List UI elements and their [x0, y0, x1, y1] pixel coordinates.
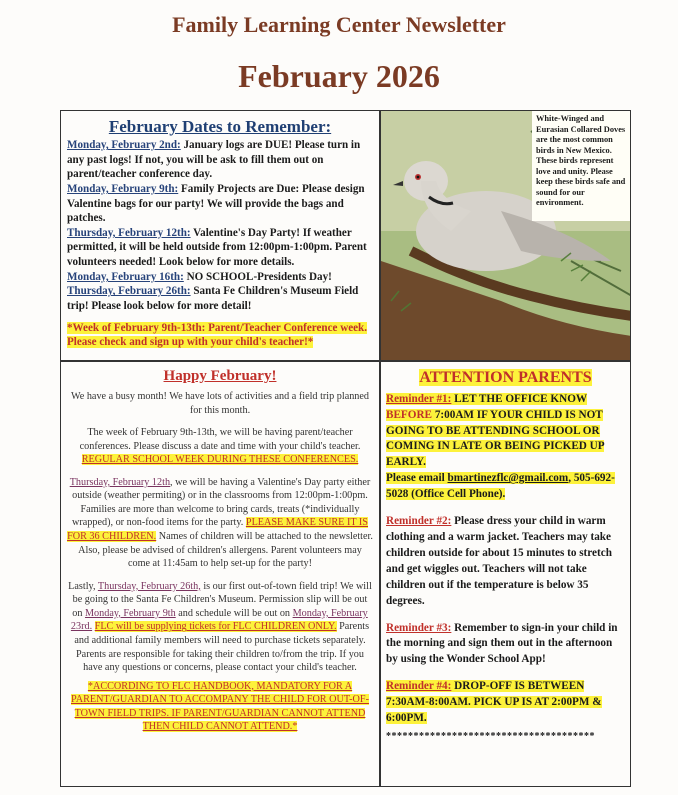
fieldtrip-date: Thursday, February 26th,: [97, 580, 201, 592]
newsletter-month: February 2026: [238, 58, 440, 94]
dates-list: [67, 138, 373, 350]
date-text: NO SCHOOL-Presidents Day!: [183, 270, 332, 283]
valentine-text-2: Names of children will be attached to the newsletter. Also, please be advised of children's allergens. Parent volunteers may come at 11:45am to help set-up for the party!: [78, 531, 373, 570]
reminder-3-text: Remember to sign-in your child in the morning and sign them out in the afternoon by using the Wonder School App!: [386, 621, 618, 666]
reminder-4-text: DROP-OFF IS BETWEEN 7:30AM-8:00AM. PICK UP IS AT 2:00PM & 6:00PM.: [386, 680, 602, 725]
reminder-2-label: Reminder #2:: [386, 515, 452, 528]
photo-caption: White-Winged and Eurasian Collared Doves are the most common birds in New Mexico. These birds represent love and unity. Please keep these birds safe and sound for our environment.: [532, 111, 630, 221]
reminder-1-label: Reminder #1:: [386, 392, 452, 405]
fieldtrip-text-b: is our first out-of-town field trip! We will be going to the Santa Fe Children's Museum. Permission slip will be out on: [72, 580, 372, 619]
office-email-link[interactable]: bmartinezflc@gmail.com: [447, 472, 569, 485]
happy-february-section: [60, 361, 380, 787]
valentine-text: , we will be having a Valentine's Day party either outside (weather permiting) or in the classrooms from 12:00pm-1:00pm. Families are more than welcome to bring cards, treats (*individually wrapped), or non-food items for the party.: [72, 476, 371, 529]
date-label: Thursday, February 12th:: [67, 226, 191, 239]
date-label: Monday, February 2nd:: [67, 139, 181, 151]
reminder-1-text-b: 7:00AM IF YOUR CHILD IS NOT GOING TO BE ATTENDING SCHOOL OR COMING IN LATE OR BEING PICKED UP EARLY.: [386, 408, 604, 469]
stars-divider: **************************************: [386, 730, 595, 742]
date-label: Monday, February 9th:: [67, 182, 179, 195]
reminder-4: [386, 679, 625, 727]
date-item: [67, 182, 373, 226]
attention-parents-section: [380, 361, 631, 787]
date-item: [67, 138, 373, 182]
reminder-2-text: Please dress your child in warm clothing and a warm jacket. Teachers may take children outside for about 15 minutes to stretch and get wiggles out. Teachers will not take children out if the temperature is below 35 degrees.: [386, 515, 612, 607]
happy-intro: We have a busy month! We have lots of activities and a field trip planned for this month.: [70, 390, 370, 416]
dove-photo: [380, 110, 631, 361]
valentine-date: Thursday, February 12th: [69, 476, 171, 488]
reminder-2: [386, 514, 625, 609]
date-text: Valentine's Day Party! If weather permitted, it will be held outside from 12:00pm-1:00pm. Parent volunteers needed! Look below for more details.: [67, 226, 367, 269]
permission-date: Monday, February 9th: [84, 607, 176, 619]
reminder-1-text-a: LET THE OFFICE KNOW: [451, 392, 587, 405]
date-item: [67, 284, 373, 313]
reminder-4-label: Reminder #4:: [386, 680, 452, 693]
conference-note: [67, 321, 373, 350]
reminder-1-email-pre: Please email: [386, 472, 448, 485]
date-text: Santa Fe Children's Museum Field trip! Please look below for more detail!: [67, 285, 359, 313]
valentine-paragraph: [67, 476, 373, 571]
fieldtrip-paragraph: [67, 580, 373, 675]
fieldtrip-text-c: and schedule will be out on: [175, 607, 293, 619]
date-item: [67, 270, 373, 285]
tickets-highlight: FLC will be supplying tickets for FLC CHILDREN ONLY.: [94, 621, 337, 633]
attention-heading-text: ATTENTION PARENTS: [419, 369, 592, 386]
conference-note-text: *Week of February 9th-13th: Parent/Teacher Conference week. Please check and sign up with your child's teacher!*: [67, 321, 367, 349]
reminder-1-before: BEFORE: [386, 408, 433, 421]
fieldtrip-text-a: Lastly,: [68, 580, 98, 592]
date-text: Family Projects are Due: Please design Valentine bags for our party! We will provide the bags and patches.: [67, 182, 365, 225]
schedule-date: Monday, February 23rd.: [70, 607, 368, 633]
dates-heading: February Dates to Remember:: [108, 117, 332, 136]
happy-heading: Happy February!: [163, 368, 277, 384]
36-children-highlight: PLEASE MAKE SURE IT IS FOR 36 CHILDREN.: [67, 517, 368, 542]
conference-text: The week of February 9th-13th, we will be having parent/teacher conferences. Please discuss a date and time with your child's teacher.: [79, 427, 361, 452]
fieldtrip-text-d: Parents and additional family members will need to purchase tickets separately. Parents are responsible for taking their children to/from the trip. If you have any questions or concerns, please contact your child's teacher.: [74, 621, 370, 674]
date-label: Thursday, February 26th:: [67, 285, 191, 298]
dates-section: [60, 110, 380, 361]
attention-heading: [386, 367, 625, 390]
mandatory-highlight: *ACCORDING TO FLC HANDBOOK, MANDATORY FOR A PARENT/GUARDIAN TO ACCOMPANY THE CHILD FOR OUT-OF-TOWN FIELD TRIPS. IF PARENT/GUARDIAN CANNOT ATTEND THEN CHILD CANNOT ATTEND.*: [71, 680, 369, 733]
date-item: [67, 226, 373, 270]
mandatory-paragraph: [67, 680, 373, 734]
reminder-3-label: Reminder #3:: [386, 621, 452, 634]
date-label: Monday, February 16th:: [67, 270, 184, 283]
reminder-1: [386, 392, 625, 503]
newsletter-title: Family Learning Center Newsletter: [172, 12, 506, 37]
conference-paragraph: [67, 426, 373, 467]
reminder-1-email-post: , 505-692-5028 (Office Cell Phone).: [386, 472, 615, 501]
regular-week-highlight: REGULAR SCHOOL WEEK DURING THESE CONFERENCES.: [81, 454, 359, 466]
date-text: January logs are DUE! Please turn in any past logs! If not, you will be ask to fill them out on parent/teacher conference day.: [67, 139, 361, 181]
reminder-3: [386, 621, 625, 669]
